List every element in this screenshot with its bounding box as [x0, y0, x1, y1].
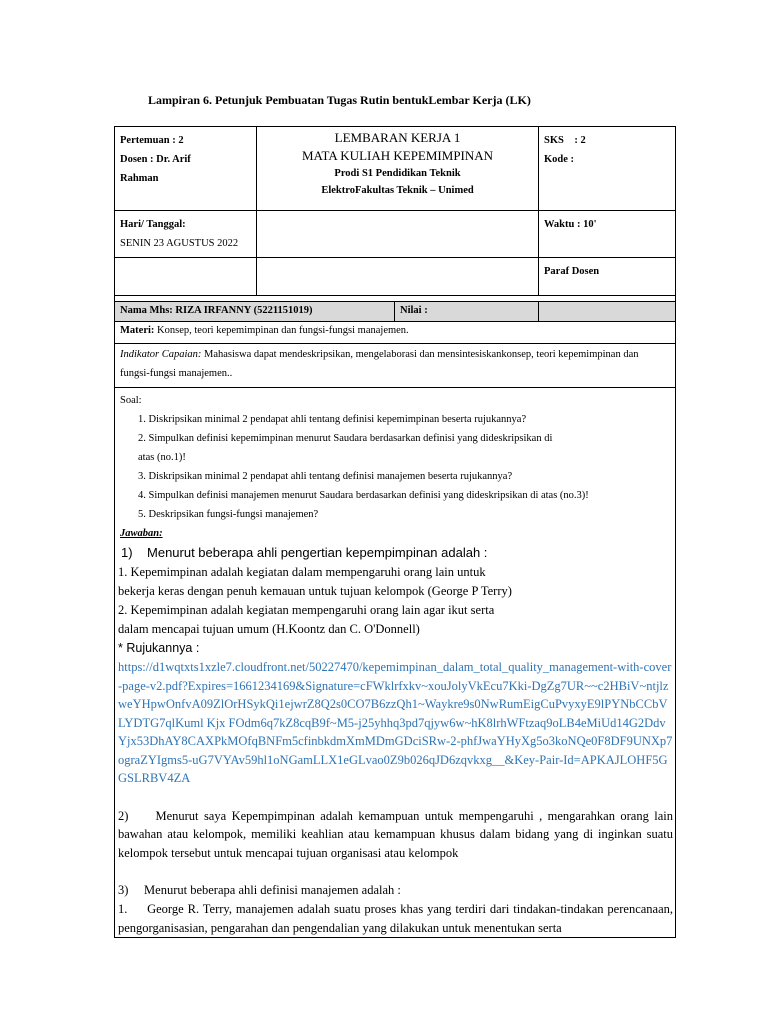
materi-label: Materi:: [120, 325, 155, 336]
page-heading: Lampiran 6. Petunjuk Pembuatan Tugas Rutin bentukLembar Kerja (LK): [148, 93, 531, 107]
empty-cell: [257, 258, 539, 296]
indikator-cell: [115, 344, 676, 388]
sks-cell: [539, 127, 676, 211]
answer-1-line: bekerja keras dengan penuh kemauan untuk tujuan kelompok (George P Terry): [118, 584, 512, 598]
course-title: MATA KULIAH KEPEMIMPINAN: [301, 148, 494, 163]
pertemuan-label: Pertemuan : 2: [120, 135, 184, 146]
indikator-row: [115, 344, 676, 388]
date-row: [115, 211, 676, 258]
worksheet-title: LEMBARAN KERJA 1: [334, 130, 461, 145]
kode-label: Kode :: [544, 154, 575, 165]
dosen-name: Rahman: [120, 173, 159, 184]
prodi-title: Prodi S1 Pendidikan Teknik: [334, 168, 461, 179]
jawaban-label: Jawaban:: [120, 528, 163, 539]
empty-cell: [257, 211, 539, 258]
indikator-text: Mahasiswa dapat mendeskripsikan, mengelaborasi dan mensintesiskankonsep, teori kepemimpinan dan fungsi-fungsi manajemen..: [120, 349, 639, 379]
answer-1-intro: 1) Menurut beberapa ahli pengertian kepempimpinan adalah :: [121, 545, 488, 560]
reference-label: * Rujukannya :: [118, 641, 200, 655]
meeting-cell: [115, 127, 257, 211]
time-label: Waktu : 10': [544, 219, 597, 230]
student-name: Nama Mhs: RIZA IRFANNY (5221151019): [115, 302, 395, 322]
soal-item: 4. Simpulkan definisi manajemen menurut Saudara berdasarkan definisi yang dideskripsikan di atas (no.3)!: [138, 490, 589, 501]
indikator-label: Indikator Capaian:: [120, 349, 202, 360]
soal-item: 3. Diskripsikan minimal 2 pendapat ahli tentang definisi manajemen beserta rujukannya?: [138, 471, 513, 482]
date-label: Hari/ Tanggal:: [120, 219, 186, 230]
materi-row: [115, 322, 676, 344]
answer-3-line: 1. George R. Terry, manajemen adalah suatu proses khas yang terdiri dari tindakan-tindakan perencanaan, pengorganisasian, pengarahan dan pengendalian yang dilakukan untuk menentukan serta: [118, 902, 677, 935]
time-cell: [539, 211, 676, 258]
answer-3-intro: 3) Menurut beberapa ahli definisi manajemen adalah :: [118, 883, 401, 897]
date-cell: [115, 211, 257, 258]
header-row: [115, 127, 676, 211]
materi-cell: [115, 322, 676, 344]
worksheet-title-cell: [257, 127, 539, 211]
empty-cell: [115, 258, 257, 296]
content-cell: [115, 388, 676, 938]
soal-item: 1. Diskripsikan minimal 2 pendapat ahli tentang definisi kepemimpinan beserta rujukannya?: [138, 414, 527, 425]
answer-1-line: dalam mencapai tujuan umum (H.Koontz dan C. O'Donnell): [118, 622, 420, 636]
reference-link[interactable]: https://d1wqtxts1xzle7.cloudfront.net/50227470/kepemimpinan_dalam_total_quality_management-with-cover-page-v2.pdf?Expires=1661234169&Signature=cFWklrfxkv~xouJolyVkEcu7Kki-DgZg7UR~~c2HBiV~ntjlzweYHpwOnfvA09ZlOrHSykQi1ejwrZ8Q2s0CO7B6zzQh1~Waykre9s0NwRumEigCuPvyxyE9lPYNbCCbVLYDTG7qlKuml Kjx FOdm6q7kZ8cqB9f~M5-j25yhhq3pd7qjyw6w~hK8lrhWFtzaq9oLB4eMiUd14G2DdvYjx53DhAY8CAXPkMOfqBNFm5cfinbkdmXmMDmGDciSRw-2-phfJwaYHyXg5o3koNQe0F8DF9UNXp7ograZYIgms5-uG7VYAv59hl1oNGamLLX1eGLvao0Z9b026qJD6zqvkxg__&Key-Pair-Id=APKAJLOHF5GGSLRBV4ZA: [118, 660, 673, 785]
sks-label: SKS : 2: [544, 135, 586, 146]
score-label: Nilai :: [395, 302, 539, 322]
signature-cell: [539, 258, 676, 296]
student-row: [115, 302, 676, 322]
answer-1-line: 1. Kepemimpinan adalah kegiatan dalam mempengaruhi orang lain untuk: [118, 565, 486, 579]
dosen-label: Dosen : Dr. Arif: [120, 154, 191, 165]
answer-2: 2) Menurut saya Kepempimpinan adalah kemampuan untuk mempengaruhi , mengarahkan orang lain bawahan atau kelompok, memiliki keahlian atau kemampuan khusus dalam bidang yang di inginkan suatu kelompok tersebut untuk mencapai tujuan organisasi atau kelompok: [118, 808, 677, 860]
worksheet-table: [114, 126, 676, 938]
date-value: SENIN 23 AGUSTUS 2022: [120, 238, 239, 249]
soal-item: atas (no.1)!: [138, 452, 186, 463]
signature-row: [115, 258, 676, 296]
soal-item: 2. Simpulkan definisi kepemimpinan menurut Saudara berdasarkan definisi yang dideskripsikan di: [138, 433, 553, 444]
materi-text: Konsep, teori kepemimpinan dan fungsi-fungsi manajemen.: [154, 325, 409, 336]
faculty-title: ElektroFakultas Teknik – Unimed: [321, 185, 474, 196]
soal-label: Soal:: [120, 395, 142, 406]
score-value: [539, 302, 676, 322]
signature-label: Paraf Dosen: [544, 266, 600, 277]
content-row: [115, 388, 676, 938]
answer-1-line: 2. Kepemimpinan adalah kegiatan mempengaruhi orang lain agar ikut serta: [118, 603, 495, 617]
soal-item: 5. Deskripsikan fungsi-fungsi manajemen?: [138, 509, 319, 520]
